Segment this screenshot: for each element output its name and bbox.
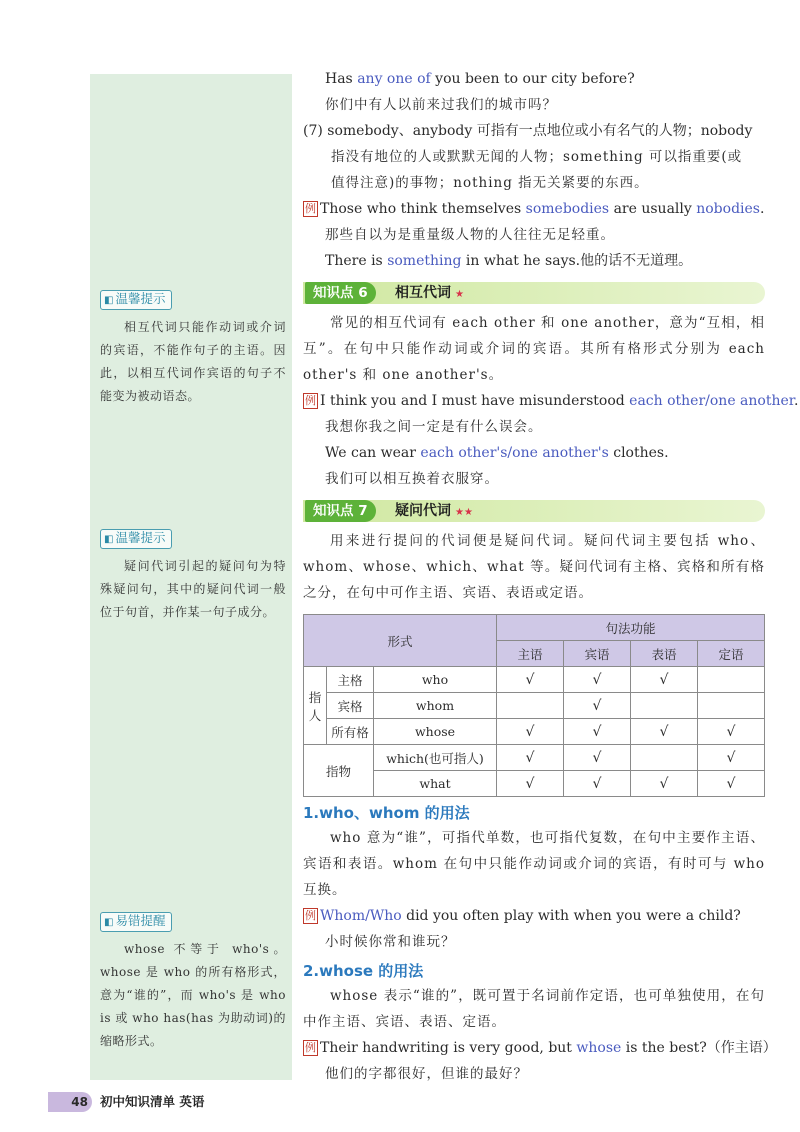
tip-label: ◧ 温馨提示 [100, 529, 172, 549]
case-cell: 宾格 [327, 693, 374, 719]
table-header-function: 句法功能 [497, 615, 765, 641]
page-number: 48 [48, 1092, 92, 1112]
main-content [303, 66, 799, 1087]
example-mark: 例 [305, 202, 316, 215]
tip-text: whose 不等于 who's。whose 是 who 的所有格形式，意为“谁的”，而 who's 是 who is 或 who has(has 为助动词)的缩略形式。 [100, 942, 286, 1048]
example-sentence: 例 I think you and I must have misunderstood each other/one another. [305, 393, 799, 409]
table-row [304, 693, 765, 719]
case-cell: 主格 [327, 667, 374, 693]
word-cell: who [374, 667, 497, 693]
example-translation: 你们中有人以前来过我们的城市吗？ [325, 97, 557, 113]
check-cell: √ [698, 771, 765, 797]
example-mark: 例 [305, 1041, 316, 1054]
lightbulb-icon: ◧ [104, 295, 114, 306]
check-cell: √ [631, 771, 698, 797]
knowledge-point-tag: 知识点 6 [305, 282, 376, 304]
example-translation: 小时候你常和谁玩？ [325, 934, 456, 950]
word-cell: which(也可指人) [374, 745, 497, 771]
check-cell [698, 667, 765, 693]
word-cell: whom [374, 693, 497, 719]
check-cell: √ [497, 745, 564, 771]
list-item-7-cont: 值得注意)的事物；nothing 指无关紧要的东西。 [331, 175, 649, 191]
page-footer [48, 1092, 298, 1112]
knowledge-point-7-banner [303, 500, 765, 522]
tip-text: 相互代词只能作动词或介词的宾语，不能作句子的主语。因此，以相互代词作宾语的句子不能变为被动语态。 [100, 320, 286, 403]
group-person: 指人 [304, 667, 327, 745]
example-translation: 那些自以为是重量级人物的人往往无足轻重。 [325, 227, 615, 243]
tip-label: ◧ 易错提醒 [100, 912, 172, 932]
check-cell: √ [497, 667, 564, 693]
word-cell: what [374, 771, 497, 797]
case-cell: 所有格 [327, 719, 374, 745]
check-cell: √ [564, 667, 631, 693]
knowledge-point-tag: 知识点 7 [305, 500, 376, 522]
example-sentence: 例 Their handwriting is very good, but whose is the best?（作主语） [305, 1040, 777, 1056]
check-cell: √ [698, 745, 765, 771]
example-sentence: Has any one of you been to our city before? [325, 71, 635, 87]
table-row [304, 745, 765, 771]
word-cell: whose [374, 719, 497, 745]
check-cell [497, 693, 564, 719]
check-cell: √ [564, 745, 631, 771]
check-cell: √ [631, 719, 698, 745]
warning-icon: ◧ [104, 917, 114, 928]
interrogative-pronoun-table [303, 614, 765, 797]
tip-box-error-alert [100, 910, 286, 1053]
check-cell: √ [564, 693, 631, 719]
check-cell [631, 745, 698, 771]
check-cell: √ [631, 667, 698, 693]
lightbulb-icon: ◧ [104, 534, 114, 545]
table-row [304, 719, 765, 745]
table-subheader: 宾语 [564, 641, 631, 667]
section-heading: 1.who、whom 的用法 [303, 804, 470, 822]
table-subheader: 主语 [497, 641, 564, 667]
check-cell: √ [497, 771, 564, 797]
knowledge-point-6-banner [303, 282, 765, 304]
paragraph: 用来进行提问的代词便是疑问代词。疑问代词主要包括 who、whom、whose、which、what 等。疑问代词有主格、宾格和所有格之分，在句中可作主语、宾语、表语或定语。 [303, 533, 765, 601]
book-title: 初中知识清单 英语 [100, 1094, 205, 1109]
example-sentence: We can wear each other's/one another's clothes. [325, 445, 669, 461]
knowledge-point-title: 相互代词 ★ [395, 285, 464, 301]
importance-stars: ★ [455, 289, 464, 300]
table-subheader: 表语 [631, 641, 698, 667]
check-cell: √ [497, 719, 564, 745]
knowledge-point-title: 疑问代词 ★★ [395, 503, 473, 519]
example-sentence: 例 Whom/Who did you often play with when you were a child? [305, 908, 741, 924]
example-mark: 例 [305, 394, 316, 407]
check-cell: √ [564, 719, 631, 745]
example-translation: 他们的字都很好，但谁的最好？ [325, 1066, 528, 1082]
check-cell: √ [564, 771, 631, 797]
list-item-7: (7) somebody、anybody 可指有一点地位或小有名气的人物；nobody [303, 123, 753, 139]
example-sentence: There is something in what he says.他的话不无道理。 [325, 253, 693, 269]
table-row [304, 667, 765, 693]
paragraph: who 意为“谁”，可指代单数，也可指代复数，在句中主要作主语、宾语和表语。whom 在句中只能作动词或介词的宾语，有时可与 who 互换。 [303, 830, 765, 898]
list-item-7-cont: 指没有地位的人或默默无闻的人物；something 可以指重要(或 [331, 149, 743, 165]
paragraph: 常见的相互代词有 each other 和 one another，意为“互相，相互”。在句中只能作动词或介词的宾语。其所有格形式分别为 each other's 和 one another's。 [303, 315, 765, 383]
example-mark: 例 [305, 909, 316, 922]
example-translation: 我想你我之间一定是有什么误会。 [325, 419, 543, 435]
table-row [304, 771, 765, 797]
group-thing: 指物 [304, 745, 374, 797]
tip-label: ◧ 温馨提示 [100, 290, 172, 310]
tip-box-reciprocal [100, 288, 286, 408]
section-heading: 2.whose 的用法 [303, 962, 424, 980]
example-sentence: 例 Those who think themselves somebodies are usually nobodies. [305, 201, 765, 217]
importance-stars: ★★ [455, 507, 473, 518]
example-translation: 我们可以相互换着衣服穿。 [325, 471, 499, 487]
table-subheader: 定语 [698, 641, 765, 667]
check-cell: √ [698, 719, 765, 745]
tip-box-interrogative [100, 527, 286, 624]
tip-text: 疑问代词引起的疑问句为特殊疑问句，其中的疑问代词一般位于句首，并作某一句子成分。 [100, 559, 286, 619]
table-header-form: 形式 [304, 615, 497, 667]
check-cell [698, 693, 765, 719]
paragraph: whose 表示“谁的”，既可置于名词前作定语，也可单独使用，在句中作主语、宾语、表语、定语。 [303, 988, 765, 1030]
check-cell [631, 693, 698, 719]
